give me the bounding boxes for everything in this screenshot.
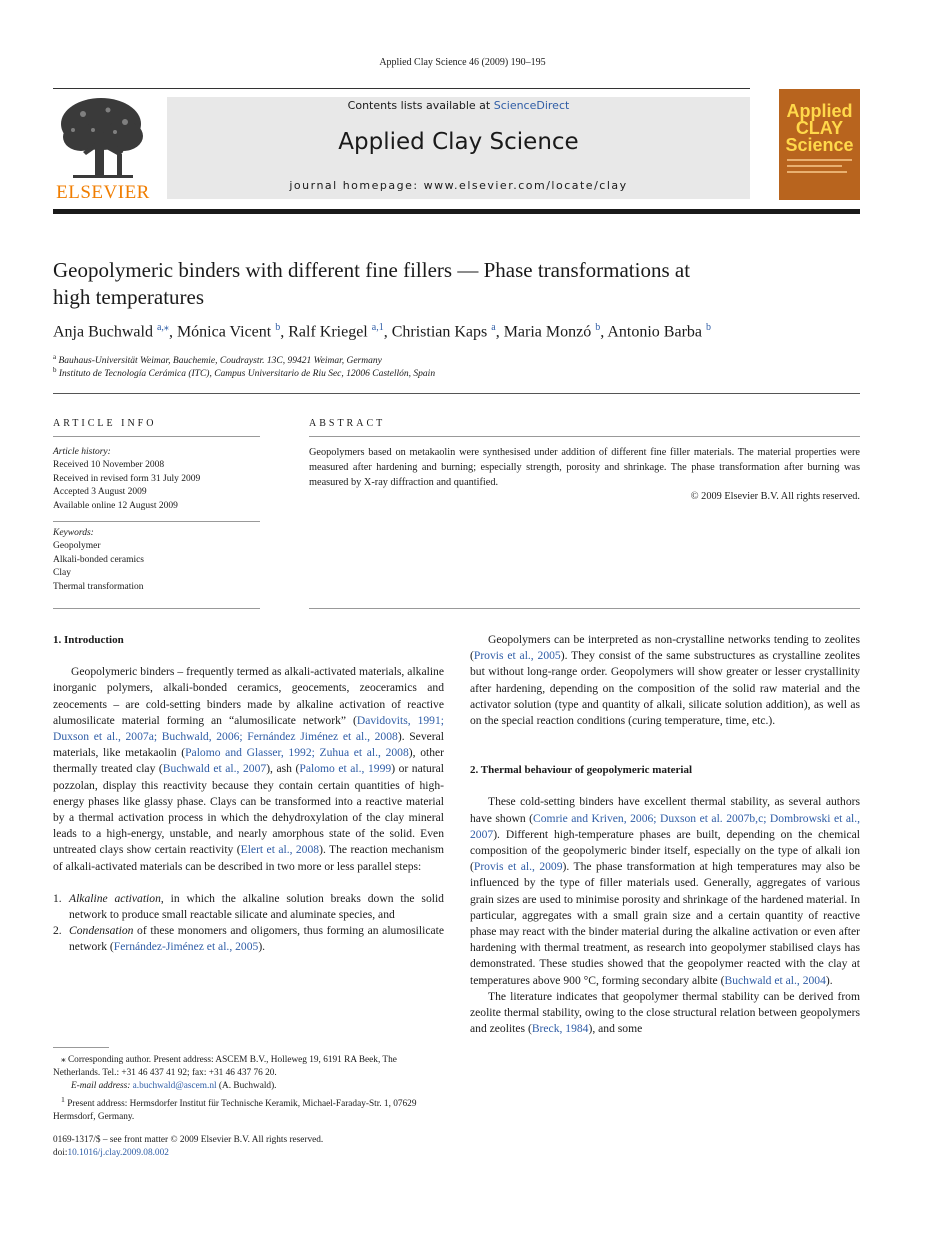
author-sup[interactable]: a,1 [371, 322, 384, 333]
affiliation: $^a$ Bauhaus-Universität Weimar, Bauchemie, Coudraystr. 13C, 99421 Weimar, Germany [53, 353, 382, 367]
email-note: E-mail address: a.buchwald@ascem.nl (A. Buchwald). [71, 1081, 277, 1091]
citation-link[interactable]: Provis et al., 2005 [473, 649, 561, 663]
masthead-top-rule [53, 88, 750, 89]
sciencedirect-link[interactable]: ScienceDirect [493, 99, 570, 112]
author: Anja Buchwald [53, 323, 153, 341]
divider [53, 521, 260, 522]
section-heading: 2. Thermal behaviour of geopolymeric material [470, 764, 693, 777]
journal-title: Applied Clay Science [338, 129, 579, 155]
citation-link[interactable]: Provis et al., 2009 [473, 860, 563, 874]
intro-paragraph: Geopolymeric binders – frequently termed as alkali-activated materials, alkaline inorganic polymers, alkali-bonded ceramics, geocements, zeoceramics and zeocements – are cold-setting binders made by alkaline activation of reactive alumosilicate material forming an “alumosilicate network” (Davidovits, 1991; Duxson et al., 2007a; Buchwald, 2006; Fernández Jiménez et al., 2008). Several materials, like metakaolin (Palomo and Glasser, 1992; Zuhua et al., 2008), other thermally treated clay (Buchwald et al., 2007), ash (Palomo et al., 1999) or natural pozzolan, display this reactivity because they contain certain quantities of high-energy phases like glassy phase. Clays can be transformed into a reactive material by a thermal activation process in which the dehydroxylation of the clay mineral leads to a high-energy, unstable, and nearly amorphous state of the solid. Even untreated clays show certain reactivity (Elert et al., 2008). The reaction mechanism of alkali-activated materials can be described in two more or less parallel steps: [53, 665, 445, 873]
divider [309, 608, 860, 609]
author-list: Anja Buchwald $^{a,⁎}$, Mónica Vicent $^b$, Ralf Kriegel $^{a,1}$, Christian Kaps $^a$, Maria Monzó $^b$, Antonio Barba $^b$ [53, 322, 712, 341]
author: Christian Kaps [391, 323, 488, 341]
doi-link[interactable]: 10.1016/j.clay.2009.08.002 [67, 1148, 169, 1158]
paragraph: Geopolymers can be interpreted as non-crystalline networks tending to zeolites (Provis et al., 2005). They consist of the same substructures as crystalline zeolites but without long-range order. Geopolymers will show greater or lesser crystallinity after hardening, depending on the composition of the solid raw material and the activator solution (type and quantity of alkali, silicate solution addition), as well as on the special reaction conditions (curing temperature, time, etc.). [470, 633, 860, 728]
author-sup[interactable]: b [706, 322, 712, 333]
article-info-heading: ARTICLE INFO [53, 418, 157, 429]
list-item: 2. Condensation of these monomers and oligomers, thus forming an alumosilicate network (Fernández-Jiménez et al., 2005). [53, 924, 444, 954]
history-item: Received in revised form 31 July 2009 [53, 473, 201, 484]
citation-link[interactable]: Breck, 1984 [531, 1022, 589, 1036]
divider [53, 608, 260, 609]
citation-link[interactable]: Fernández-Jiménez et al., 2005 [113, 940, 259, 954]
citation-link[interactable]: Davidovits, 1991; Duxson et al., 2007a; Buchwald, 2006; Fernández Jiménez et al., 2008 [53, 713, 444, 744]
affiliation: $^b$ Instituto de Tecnología Cerámica (ITC), Campus Universitario de Riu Sec, 12006 Castellón, Spain [53, 366, 436, 380]
list-item: 1. Alkaline activation, in which the alkaline solution breaks down the solid network to produce small reactable silicate and aluminate species, and [53, 891, 444, 922]
keyword: Thermal transformation [53, 581, 144, 592]
author-sup[interactable]: a,⁎ [156, 322, 169, 333]
article-history: Article history: Received 10 November 2008 Received in revised form 31 July 2009 Accepted 3 August 2009 Available online 12 August 2009 [53, 446, 263, 513]
citation-link[interactable]: Comrie and Kriven, 2006; Duxson et al. 2007b,c; Dombrowski et al., 2007 [470, 811, 860, 841]
abstract-copyright: © 2009 Elsevier B.V. All rights reserved. [690, 491, 860, 503]
divider [53, 393, 860, 394]
doi-line: doi:10.1016/j.clay.2009.08.002 [53, 1148, 169, 1158]
cover-title-2: CLAY [795, 118, 844, 138]
right-column [470, 632, 860, 1037]
footnote-rule [53, 1047, 109, 1048]
keyword: Alkali-bonded ceramics [53, 554, 145, 565]
section-heading: 1. Introduction [53, 634, 124, 646]
history-item: Available online 12 August 2009 [53, 500, 178, 511]
author: Ralf Kriegel [288, 323, 368, 341]
present-address-note: $^1$ Present address: Hermsdorfer Institut für Technische Keramik, Michael-Faraday-Str. 1, 07629 Hermsdorf, Germany. [53, 1095, 417, 1123]
footnotes [53, 1054, 444, 1124]
citation-link[interactable]: Palomo et al., 1999 [299, 762, 392, 776]
journal-cover-image [779, 89, 860, 200]
author: Maria Monzó [503, 323, 592, 341]
masthead-bottom-rule [53, 209, 860, 214]
author: Antonio Barba [607, 323, 703, 341]
author-sup[interactable]: b [595, 322, 601, 333]
citation-link[interactable]: Buchwald et al., 2007 [162, 762, 267, 776]
citation-link[interactable]: Elert et al., 2008 [240, 843, 320, 857]
divider [53, 436, 260, 437]
contents-available: Contents lists available at ScienceDirect [347, 99, 570, 112]
author: Mónica Vicent [176, 323, 272, 341]
elsevier-wordmark: ELSEVIER [56, 182, 150, 203]
keyword: Geopolymer [53, 541, 101, 552]
history-item: Received 10 November 2008 [53, 460, 165, 471]
author-sup[interactable]: a [491, 322, 496, 333]
paragraph: These cold-setting binders have excellent thermal stability, as several authors have shown (Comrie and Kriven, 2006; Duxson et al. 2007b,c; Dombrowski et al., 2007). Different high-temperature phases are built, depending on the chemical composition of the geopolymeric binder itself, especially on the type of alkali ion (Provis et al., 2009). The phase transformation at high temperatures may also be influenced by the type of filler materials used. Generally, aggregates of various grain sizes are used to minimise porosity and shrinkage of the hardened material. In particular, aggregates with a small grain size and a certain quantity of reactive phase may react with the binder material during the alkaline activation or even after hardening with thermal treatment, as research into geopolymer stabilised clays has demonstrated. These studies showed that the geopolymer reacted with the clay at temperatures above 900 °C, forming secondary albite (Buchwald et al., 2004). [470, 795, 860, 987]
keywords: Keywords: Geopolymer Alkali-bonded ceramics Clay Thermal transformation [53, 527, 263, 594]
running-header: Applied Clay Science 46 (2009) 190–195 [379, 57, 546, 68]
cover-title-1: Applied [786, 101, 853, 121]
article-title: Geopolymeric binders with different fine fillers — Phase transformations at high temperatures [53, 258, 691, 309]
divider [309, 436, 860, 437]
left-column [53, 632, 444, 956]
history-item: Accepted 3 August 2009 [53, 487, 147, 498]
abstract-text: Geopolymers based on metakaolin were synthesised under addition of different fine filler materials. The material properties were measured after hardening and burning; especially strength, porosity and shrinkage. The phase transformation after burning was measured by X-ray diffraction and quantified. © 2009 Elsevier B.V. All rights reserved. [309, 446, 860, 505]
front-matter [53, 1134, 453, 1160]
paragraph: The literature indicates that geopolymer thermal stability can be derived from zeolite thermal stability, owing to the close structural relation between geopolymers and zeolites (Breck, 1984), and some [470, 989, 860, 1036]
citation-link[interactable]: Palomo and Glasser, 1992; Zuhua et al., 2008 [185, 746, 409, 760]
journal-homepage[interactable]: journal homepage: www.elsevier.com/locate/clay [289, 179, 628, 192]
citation-link[interactable]: Buchwald et al., 2004 [724, 973, 826, 987]
cover-title-3: Science [785, 135, 854, 155]
issn-line: 0169-1317/$ – see front matter © 2009 Elsevier B.V. All rights reserved. [53, 1135, 324, 1145]
corresponding-author-note: ⁎ Corresponding author. Present address: ASCEM B.V., Holleweg 19, 6191 RA Beek, The Netherlands. Tel.: +31 46 437 41 92; fax: +31 46 437 76 20. [53, 1055, 397, 1078]
keyword: Clay [53, 568, 71, 579]
abstract-heading: ABSTRACT [309, 418, 386, 429]
author-sup[interactable]: b [275, 322, 281, 333]
journal-masthead [167, 97, 750, 199]
email-link[interactable]: a.buchwald@ascem.nl [132, 1081, 217, 1091]
